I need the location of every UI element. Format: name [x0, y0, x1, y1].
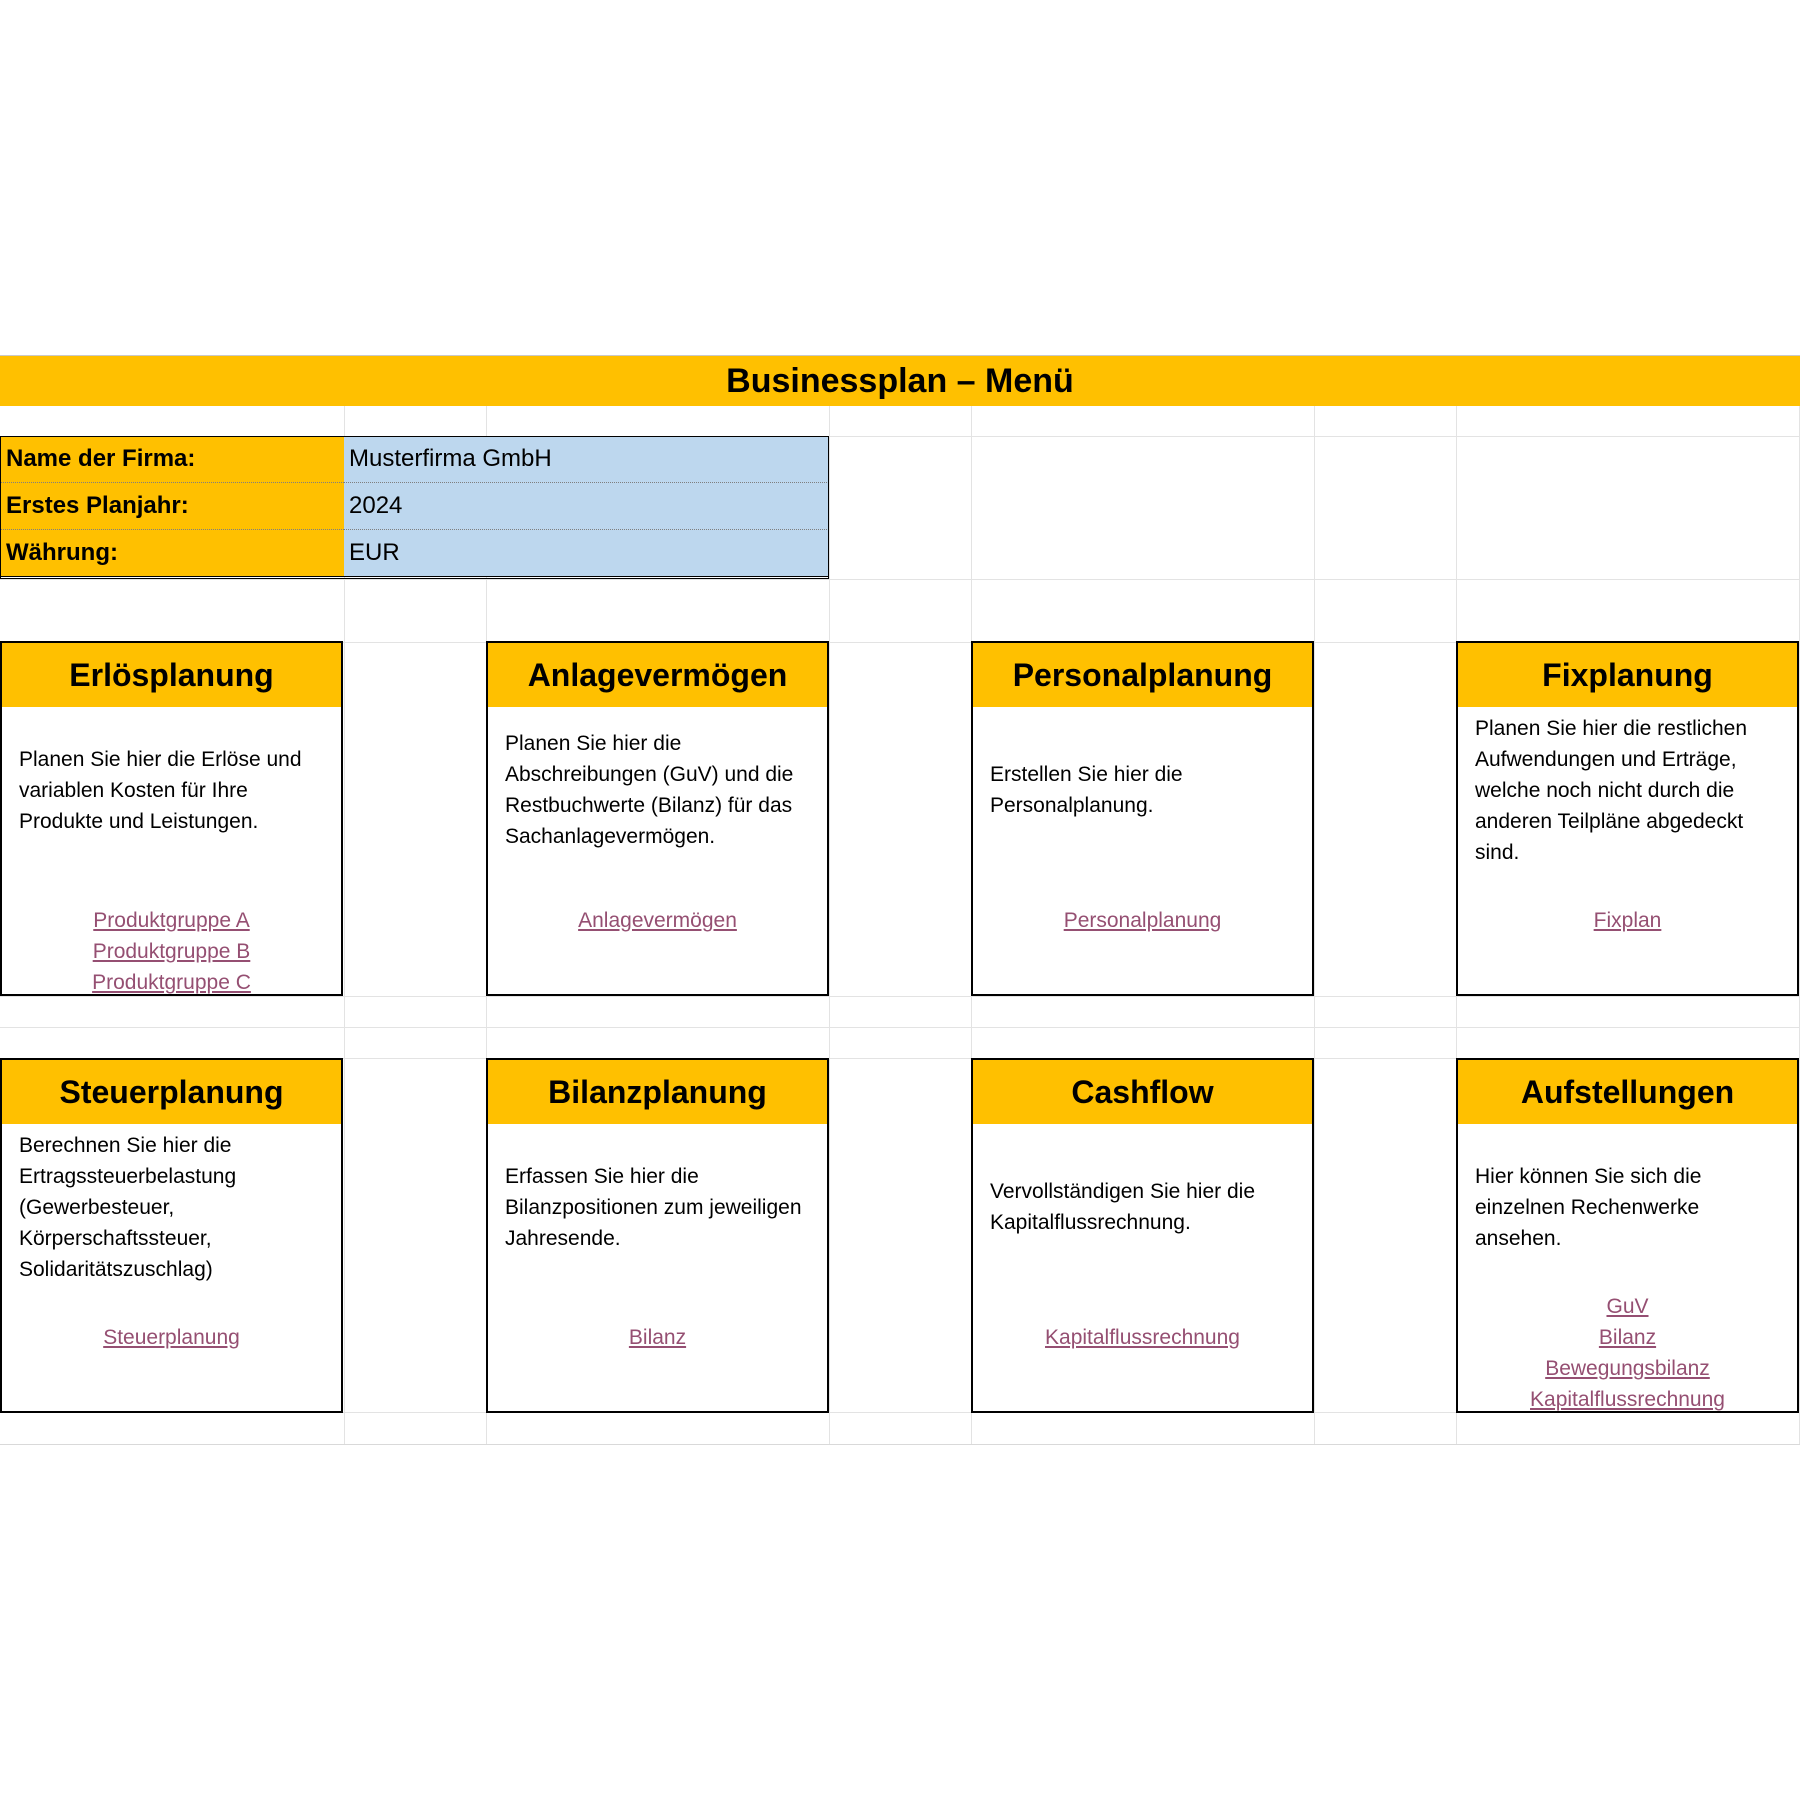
description-line: Solidaritätszuschlag) [19, 1257, 213, 1281]
currency-field[interactable]: EUR [344, 530, 829, 577]
currency-label: Währung: [0, 530, 344, 577]
grid-column-line [829, 355, 830, 1444]
card-aufstellungen [1456, 1058, 1799, 1413]
description-line: Körperschaftssteuer, [19, 1226, 212, 1250]
grid-row-line [0, 1027, 1800, 1028]
description-line: Sachanlagevermögen. [505, 825, 716, 848]
card-links [1458, 1291, 1797, 1415]
grid-column-line [1314, 355, 1315, 1444]
description-line: Aufwendungen und Erträge, [1475, 747, 1737, 771]
description-line: Jahresende. [505, 1226, 621, 1250]
page-title: Businessplan – Menü [0, 355, 1800, 406]
card-description [1475, 707, 1791, 873]
card-header: Bilanzplanung [488, 1060, 827, 1124]
spreadsheet-area [0, 355, 1800, 1445]
card-links [973, 905, 1312, 936]
card-cashflow [971, 1058, 1314, 1413]
description-line: Vervollständigen Sie hier die [990, 1180, 1256, 1203]
card-header: Steuerplanung [2, 1060, 341, 1124]
description-line: Hier können Sie sich die [1475, 1164, 1702, 1188]
description-line: Planen Sie hier die [505, 732, 682, 755]
card-header: Cashflow [973, 1060, 1312, 1124]
description-line: Ertragssteuerbelastung [19, 1164, 237, 1188]
link-bilanz[interactable]: Bilanz [628, 1326, 687, 1349]
link-produktgruppe-c[interactable]: Produktgruppe C [92, 971, 251, 994]
link-anlagevermoegen[interactable]: Anlagevermögen [578, 909, 737, 932]
description-line: einzelnen Rechenwerke ansehen. [1475, 1195, 1700, 1250]
card-links [2, 1322, 341, 1353]
card-bilanzplanung [486, 1058, 829, 1413]
description-line: Planen Sie hier die Erlöse und [19, 747, 302, 771]
company-name-field[interactable]: Musterfirma GmbH [344, 436, 829, 483]
description-line: Personalplanung. [990, 794, 1154, 817]
description-line: Produkte und Leistungen. [19, 809, 259, 833]
description-line: Berechnen Sie hier die [19, 1133, 232, 1157]
description-line: Bilanzpositionen zum jeweiligen [505, 1195, 802, 1219]
card-description [505, 1124, 821, 1290]
card-description [19, 1124, 335, 1290]
card-header: Fixplanung [1458, 643, 1797, 707]
link-personalplanung[interactable]: Personalplanung [1063, 909, 1222, 932]
card-description [19, 707, 335, 873]
card-links [1458, 905, 1797, 936]
card-header: Anlagevermögen [488, 643, 827, 707]
description-line: Kapitalflussrechnung. [990, 1211, 1191, 1234]
card-description [505, 707, 821, 873]
card-description [990, 707, 1306, 873]
description-line: Abschreibungen (GuV) und die [505, 763, 794, 786]
description-line: anderen Teilpläne abgedeckt [1475, 809, 1744, 833]
link-produktgruppe-b[interactable]: Produktgruppe B [92, 940, 251, 963]
card-description [1475, 1124, 1791, 1290]
card-erloesplanung [0, 641, 343, 996]
description-line: Restbuchwerte (Bilanz) für das [505, 794, 793, 817]
card-header: Personalplanung [973, 643, 1312, 707]
card-header: Aufstellungen [1458, 1060, 1797, 1124]
card-personalplanung [971, 641, 1314, 996]
first-plan-year-label: Erstes Planjahr: [0, 483, 344, 530]
card-links [488, 905, 827, 936]
description-line: Erstellen Sie hier die [990, 763, 1183, 786]
link-steuerplanung[interactable]: Steuerplanung [103, 1326, 240, 1349]
link-produktgruppe-a[interactable]: Produktgruppe A [93, 909, 250, 932]
card-fixplanung [1456, 641, 1799, 996]
card-anlagevermoegen [486, 641, 829, 996]
card-steuerplanung [0, 1058, 343, 1413]
description-line: Planen Sie hier die restlichen [1475, 716, 1747, 740]
card-links [973, 1322, 1312, 1353]
link-kapitalflussrechnung[interactable]: Kapitalflussrechnung [1045, 1326, 1240, 1349]
description-line: Erfassen Sie hier die [505, 1164, 699, 1188]
card-links [2, 905, 341, 998]
card-links [488, 1322, 827, 1353]
company-name-label: Name der Firma: [0, 436, 344, 483]
card-header: Erlösplanung [2, 643, 341, 707]
grid-row-line [0, 579, 1800, 580]
link-guv[interactable]: GuV [1606, 1295, 1649, 1318]
link-bewegungsbilanz[interactable]: Bewegungsbilanz [1545, 1357, 1710, 1380]
first-plan-year-field[interactable]: 2024 [344, 483, 829, 530]
description-line: (Gewerbesteuer, [19, 1195, 175, 1219]
description-line: variablen Kosten für Ihre [19, 778, 248, 802]
card-description [990, 1124, 1306, 1290]
description-line: sind. [1475, 840, 1520, 864]
link-fixplan[interactable]: Fixplan [1593, 909, 1662, 932]
link-bilanz[interactable]: Bilanz [1598, 1326, 1657, 1349]
description-line: welche noch nicht durch die [1475, 778, 1735, 802]
link-kapitalflussrechnung[interactable]: Kapitalflussrechnung [1530, 1388, 1725, 1411]
